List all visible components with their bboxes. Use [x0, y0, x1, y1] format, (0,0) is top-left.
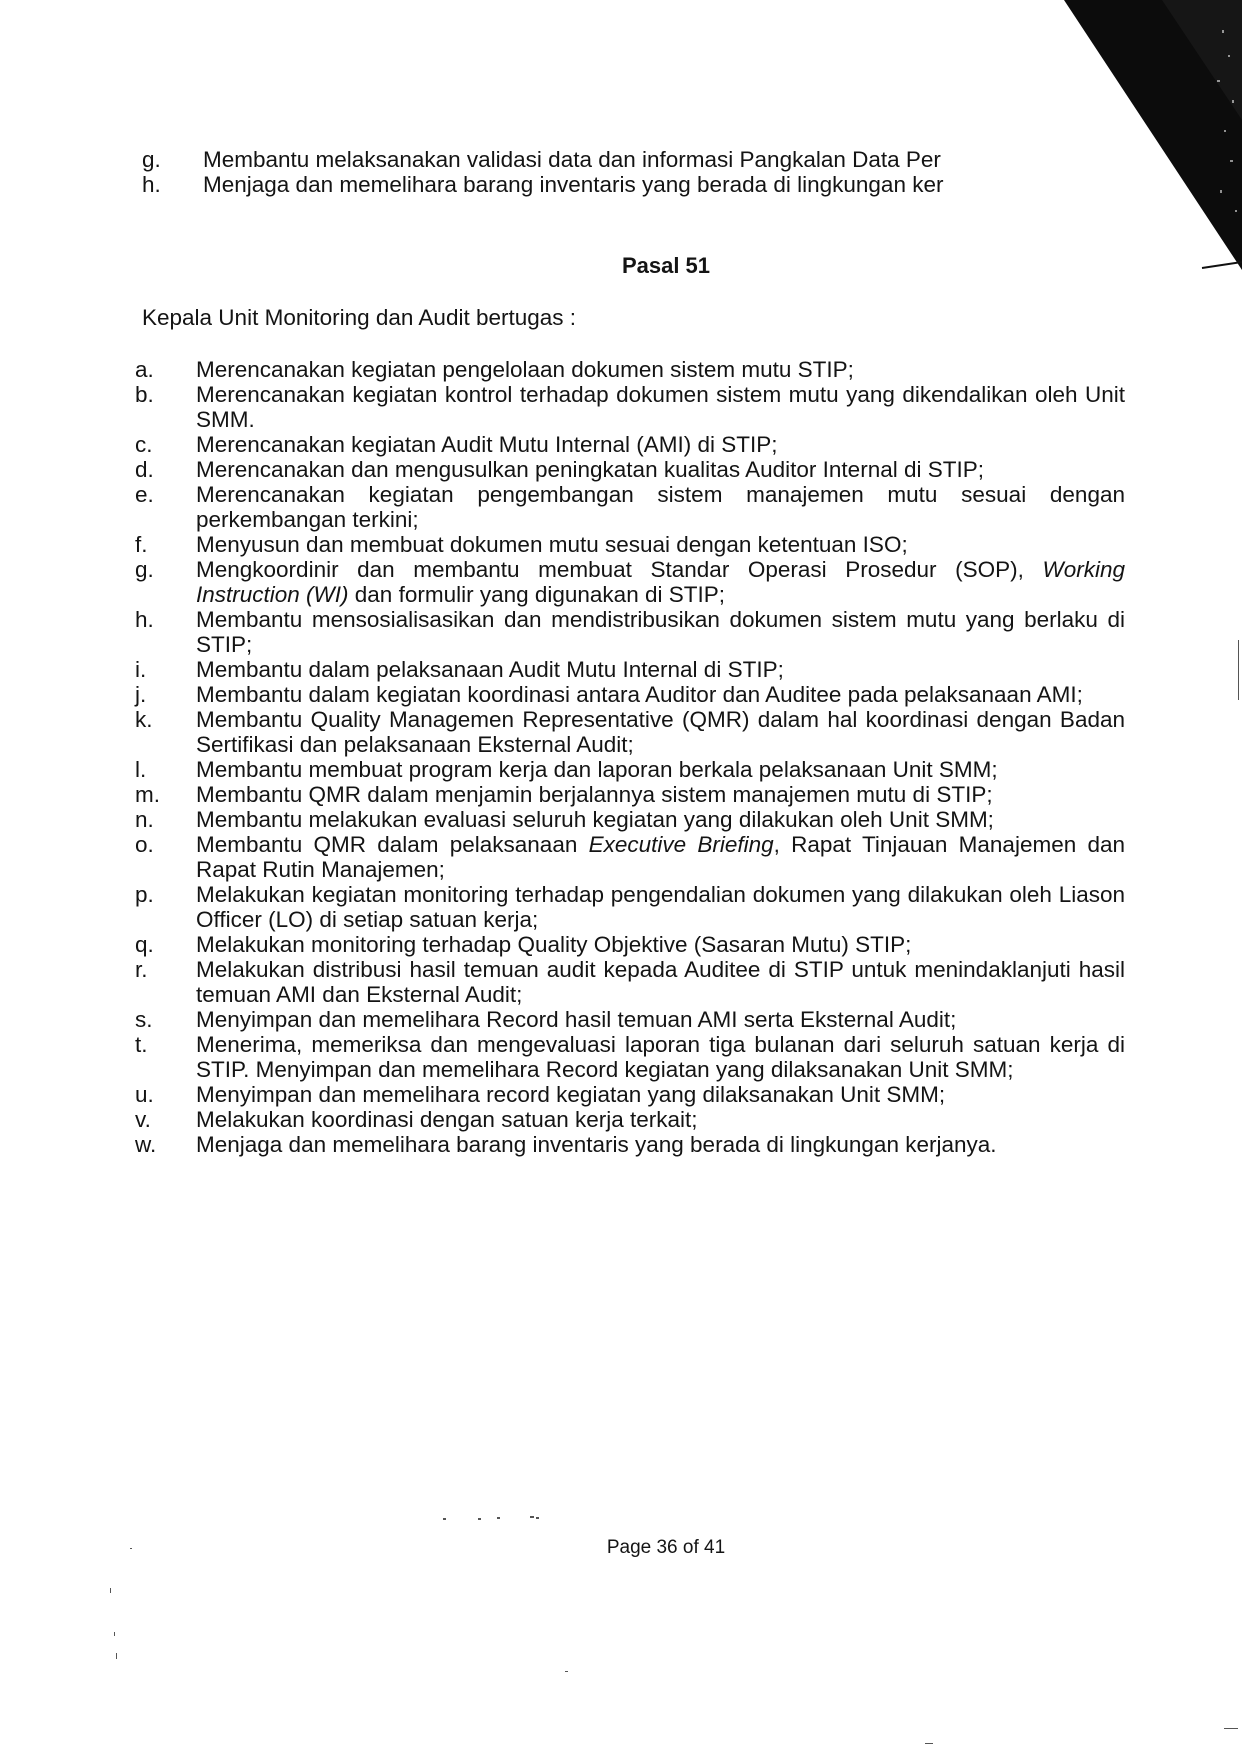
list-item	[142, 147, 962, 172]
list-item-letter: q.	[135, 932, 154, 957]
list-item-text: Melakukan kegiatan monitoring terhadap pengendalian dokumen yang dilakukan oleh Liason Officer (LO) di setiap satuan kerja;	[196, 882, 1125, 932]
list-item-letter: f.	[135, 532, 148, 557]
list-item-text: Menyusun dan membuat dokumen mutu sesuai dengan ketentuan ISO;	[196, 532, 908, 557]
page-number: Page 36 of 41	[606, 1537, 726, 1558]
list-item-letter: r.	[135, 957, 148, 982]
list-item-text: Menyimpan dan memelihara record kegiatan yang dilaksanakan Unit SMM;	[196, 1082, 946, 1107]
list-item-letter: a.	[135, 357, 154, 382]
list-item	[135, 757, 1125, 782]
list-item-text: Menyimpan dan memelihara Record hasil temuan AMI serta Eksternal Audit;	[196, 1007, 957, 1032]
text-segment: , Rapat Tinjauan Manajemen dan Rapat Rutin Manajemen;	[196, 832, 1125, 882]
list-item-letter: g.	[135, 557, 154, 582]
list-item-text: Membantu dalam kegiatan koordinasi antara Auditor dan Auditee pada pelaksanaan AMI;	[196, 682, 1083, 707]
list-item	[135, 782, 1125, 807]
duties-list	[135, 357, 1125, 1157]
list-item-letter: n.	[135, 807, 154, 832]
list-item-letter: i.	[135, 657, 147, 682]
article-intro: Kepala Unit Monitoring dan Audit bertugas :	[142, 305, 577, 330]
list-item	[135, 532, 1125, 557]
list-item-letter: j.	[135, 682, 147, 707]
list-item	[135, 932, 1125, 957]
list-item-text: Melakukan koordinasi dengan satuan kerja terkait;	[196, 1107, 698, 1132]
text-segment: Membantu QMR dalam pelaksanaan	[196, 832, 589, 857]
list-item-text	[196, 832, 1125, 882]
text-segment: dan formulir yang digunakan di STIP;	[348, 582, 725, 607]
list-item	[135, 1032, 1125, 1082]
list-item	[135, 1132, 1125, 1157]
list-item-text: Membantu QMR dalam menjamin berjalannya sistem manajemen mutu di STIP;	[196, 782, 993, 807]
list-item	[135, 557, 1125, 607]
list-item	[135, 707, 1125, 757]
list-item	[135, 682, 1125, 707]
list-item-letter: t.	[135, 1032, 148, 1057]
list-item-letter: w.	[135, 1132, 157, 1157]
list-item-letter: l.	[135, 757, 147, 782]
list-item-letter: v.	[135, 1107, 151, 1132]
text-segment: Mengkoordinir dan membantu membuat Standar Operasi Prosedur (SOP),	[196, 557, 1043, 582]
list-item-letter: h.	[135, 607, 154, 632]
list-item-letter: c.	[135, 432, 153, 457]
list-item-text: Membantu membuat program kerja dan laporan berkala pelaksanaan Unit SMM;	[196, 757, 998, 782]
italic-term: Working Instruction (WI)	[196, 557, 1125, 607]
list-item-letter: m.	[135, 782, 160, 807]
list-item-letter: o.	[135, 832, 154, 857]
list-item	[135, 607, 1125, 657]
list-item-text: Membantu melakukan evaluasi seluruh kegiatan yang dilakukan oleh Unit SMM;	[196, 807, 994, 832]
list-item-letter: h.	[142, 172, 161, 197]
list-item	[135, 482, 1125, 532]
list-item	[135, 432, 1125, 457]
list-item	[135, 382, 1125, 432]
list-item	[135, 1007, 1125, 1032]
list-item-text: Merencanakan kegiatan pengembangan sistem manajemen mutu sesuai dengan perkembangan terkini;	[196, 482, 1125, 532]
list-item-text: Merencanakan kegiatan pengelolaan dokumen sistem mutu STIP;	[196, 357, 854, 382]
carryover-list	[142, 147, 962, 197]
list-item-text: Membantu mensosialisasikan dan mendistribusikan dokumen sistem mutu yang berlaku di STIP;	[196, 607, 1125, 657]
list-item-letter: u.	[135, 1082, 154, 1107]
list-item-text: Merencanakan dan mengusulkan peningkatan kualitas Auditor Internal di STIP;	[196, 457, 984, 482]
italic-term: Executive Briefing	[588, 832, 774, 857]
list-item-letter: k.	[135, 707, 153, 732]
list-item-text: Melakukan distribusi hasil temuan audit kepada Auditee di STIP untuk menindaklanjuti hasil temuan AMI dan Eksternal Audit;	[196, 957, 1125, 1007]
list-item	[135, 1082, 1125, 1107]
list-item	[135, 457, 1125, 482]
list-item-text: Merencanakan kegiatan kontrol terhadap dokumen sistem mutu yang dikendalikan oleh Unit SMM.	[196, 382, 1125, 432]
list-item-text: Membantu dalam pelaksanaan Audit Mutu Internal di STIP;	[196, 657, 784, 682]
list-item	[135, 882, 1125, 932]
list-item	[135, 957, 1125, 1007]
list-item-text: Membantu melaksanakan validasi data dan informasi Pangkalan Data Per	[203, 147, 941, 172]
article-title: Pasal 51	[621, 253, 711, 278]
list-item-text: Merencanakan kegiatan Audit Mutu Internal (AMI) di STIP;	[196, 432, 778, 457]
list-item-text: Menerima, memeriksa dan mengevaluasi laporan tiga bulanan dari seluruh satuan kerja di STIP. Menyimpan dan memelihara Record kegiatan yang dilaksanakan Unit SMM;	[196, 1032, 1125, 1082]
list-item-letter: g.	[142, 147, 161, 172]
list-item-letter: p.	[135, 882, 154, 907]
list-item-letter: b.	[135, 382, 154, 407]
list-item	[142, 172, 962, 197]
list-item-letter: d.	[135, 457, 154, 482]
folded-corner-shadow	[932, 0, 1242, 280]
list-item-text: Menjaga dan memelihara barang inventaris yang berada di lingkungan ker	[203, 172, 944, 197]
list-item	[135, 657, 1125, 682]
list-item-text: Melakukan monitoring terhadap Quality Objektive (Sasaran Mutu) STIP;	[196, 932, 912, 957]
list-item-text: Menjaga dan memelihara barang inventaris yang berada di lingkungan kerjanya.	[196, 1132, 997, 1157]
list-item-letter: s.	[135, 1007, 153, 1032]
list-item	[135, 357, 1125, 382]
list-item-letter: e.	[135, 482, 154, 507]
list-item	[135, 1107, 1125, 1132]
list-item	[135, 832, 1125, 882]
list-item	[135, 807, 1125, 832]
list-item-text: Membantu Quality Managemen Representative (QMR) dalam hal koordinasi dengan Badan Sertifikasi dan pelaksanaan Eksternal Audit;	[196, 707, 1125, 757]
list-item-text	[196, 557, 1125, 607]
